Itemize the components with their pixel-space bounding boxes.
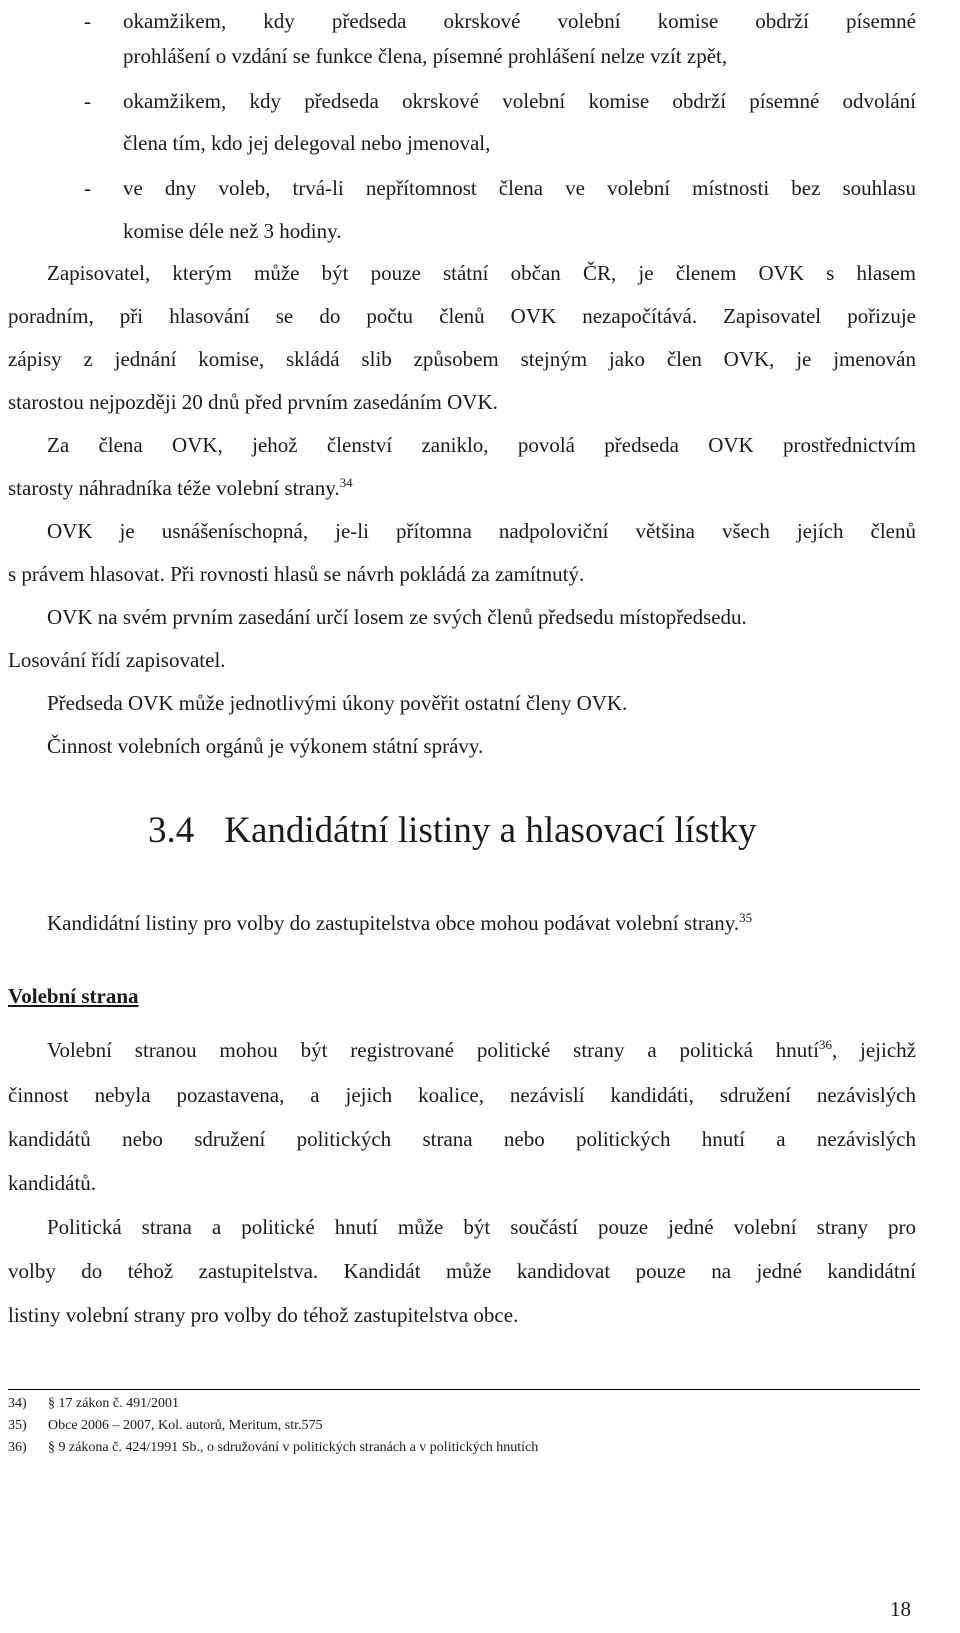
footnote-number: 35) [8,1418,27,1433]
bullet-2-line-2: člena tím, kdo jej delegoval nebo jmenoval, [123,131,491,155]
bullet-dash: - [84,9,91,33]
para-politicka-line: Politická strana a politické hnutí může být součástí pouze jedné volební strany pro [47,1215,916,1239]
para-zapisovatel-line: poradním, při hlasování se do počtu členů OVK nezapočítává. Zapisovatel pořizuje [8,304,916,328]
para-strana-text: , jejichž [831,1038,916,1062]
para-predseda: Předseda OVK může jednotlivými úkony pověřit ostatní členy OVK. [47,691,628,715]
bullet-3-line-2: komise déle než 3 hodiny. [123,219,342,243]
para-clen-line: Za člena OVK, jehož členství zaniklo, povolá předseda OVK prostřednictvím [47,433,916,457]
para-strana-text: Volební stranou mohou být registrované politické strany a politická hnutí [47,1038,819,1062]
para-strana-line: činnost nebyla pozastavena, a jejich koalice, nezávislí kandidáti, sdružení nezávislých [8,1083,916,1107]
footnote-text: § 9 zákona č. 424/1991 Sb., o sdružování v politických stranách a v politických hnutích [48,1440,539,1455]
bullet-1-line-2: prohlášení o vzdání se funkce člena, písemné prohlášení nelze vzít zpět, [123,44,728,68]
para-zapisovatel-line: starostou nejpozději 20 dnů před prvním zasedáním OVK. [8,390,498,414]
footnote-text: Obce 2006 – 2007, Kol. autorů, Meritum, str.575 [48,1418,323,1433]
footnote-separator [8,1389,920,1390]
footnote-ref: 34 [339,475,353,490]
section-number: 3.4 [148,810,195,851]
footnote-text: § 17 zákon č. 491/2001 [48,1396,180,1411]
footnote-number: 34) [8,1396,27,1411]
bullet-dash: - [84,89,91,113]
footnote-number: 36) [8,1440,27,1455]
subheading: Volební strana [8,984,139,1008]
para-strana-line: kandidátů. [8,1171,97,1195]
para-politicka-line: volby do téhož zastupitelstva. Kandidát může kandidovat pouze na jedné kandidátní [8,1259,916,1283]
para-usnasen-line: s právem hlasovat. Při rovnosti hlasů se návrh pokládá za zamítnutý. [8,562,585,586]
para-zapisovatel-line: zápisy z jednání komise, skládá slib způsobem stejným jako člen OVK, je jmenován [8,347,916,371]
para-clen-line-2 [8,475,353,501]
bullet-2-line-1: okamžikem, kdy předseda okrskové volební komise obdrží písemné odvolání [123,89,916,113]
para-usnasen-line: OVK je usnášeníschopná, je-li přítomna nadpoloviční většina všech jejích členů [47,519,916,543]
para-los-line: OVK na svém prvním zasedání určí losem ze svých členů předsedu místopředsedu. [47,605,747,629]
footnote-ref: 35 [739,910,753,925]
bullet-3-line-1: ve dny voleb, trvá-li nepřítomnost člena ve volební místnosti bez souhlasu [123,176,916,200]
para-strana-line-1 [47,1037,916,1063]
footnote-ref: 36 [818,1037,832,1052]
page-number: 18 [890,1597,911,1621]
para-politicka-line: listiny volební strany pro volby do téhož zastupitelstva obce. [8,1303,519,1327]
section-heading [148,809,757,853]
para-zapisovatel-line: Zapisovatel, kterým může být pouze státní občan ČR, je členem OVK s hlasem [47,261,916,285]
para-kandidatni [47,910,752,936]
para-los-line: Losování řídí zapisovatel. [8,648,226,672]
para-kandidatni-text: Kandidátní listiny pro volby do zastupitelstva obce mohou podávat volební strany. [47,911,740,935]
para-clen-text: starosty náhradníka téže volební strany. [8,476,340,500]
para-strana-line: kandidátů nebo sdružení politických strana nebo politických hnutí a nezávislých [8,1127,916,1151]
bullet-1-line-1: okamžikem, kdy předseda okrskové volební komise obdrží písemné [123,9,916,33]
section-title: Kandidátní listiny a hlasovací lístky [224,810,757,851]
bullet-dash: - [84,176,91,200]
para-cinnost: Činnost volebních orgánů je výkonem státní správy. [47,734,484,758]
